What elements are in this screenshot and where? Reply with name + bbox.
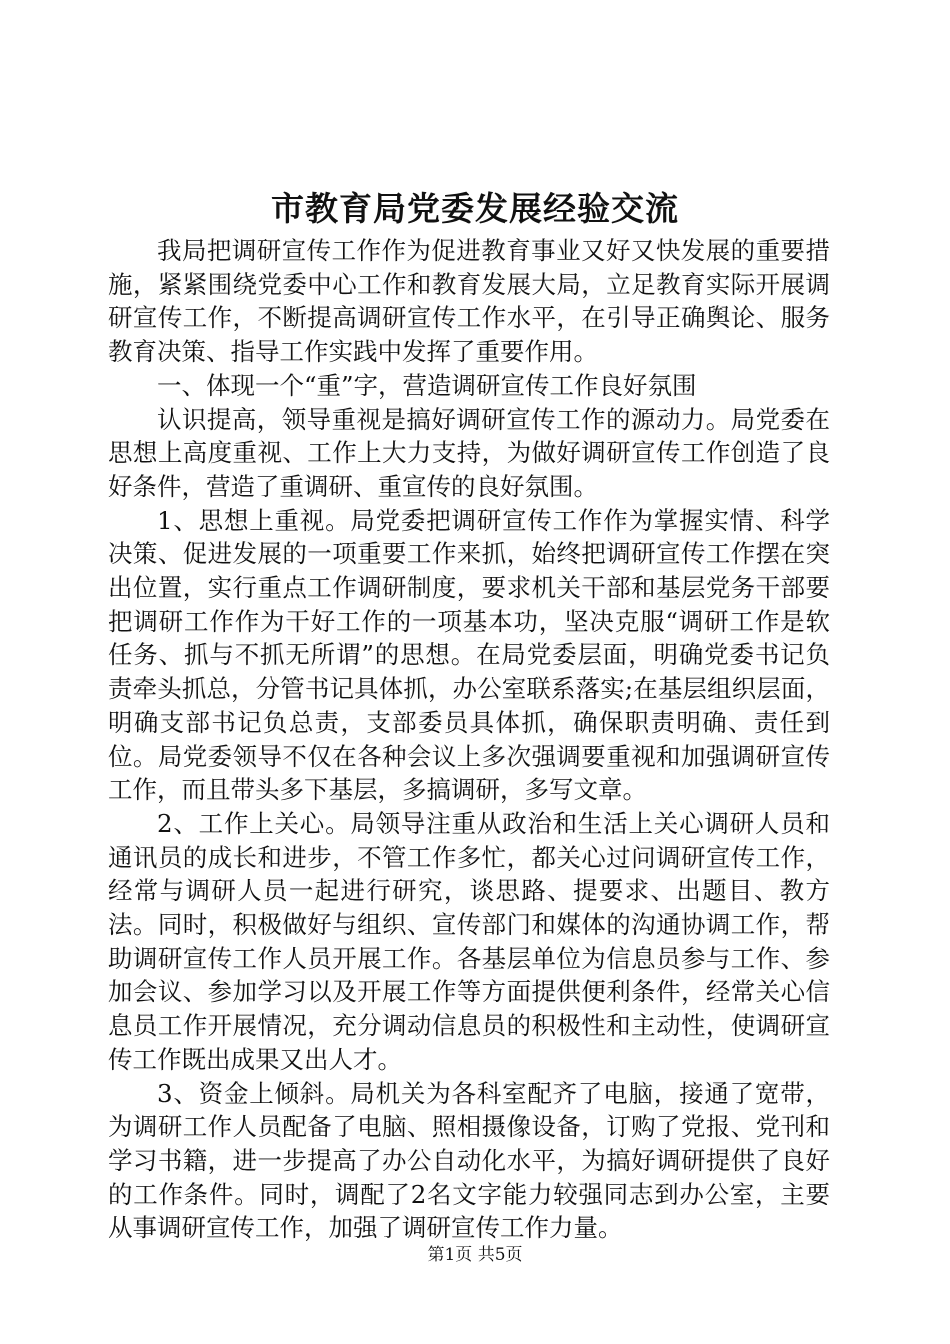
body-paragraph: 认识提高，领导重视是搞好调研宣传工作的源动力。局党委在思想上高度重视、工作上大力支持，为做好调研宣传工作创造了良好条件，营造了重调研、重宣传的良好氛围。 xyxy=(108,404,830,501)
body-paragraph: 3、资金上倾斜。局机关为各科室配齐了电脑，接通了宽带，为调研工作人员配备了电脑、照相摄像设备，订购了党报、党刊和学习书籍，进一步提高了办公自动化水平，为搞好调研提供了良好的工作条件。同时，调配了2名文字能力较强同志到办公室，主要从事调研宣传工作，加强了调研宣传工作力量。 xyxy=(108,1078,830,1243)
body-paragraph: 2、工作上关心。局领导注重从政治和生活上关心调研人员和通讯员的成长和进步，不管工作多忙，都关心过问调研宣传工作，经常与调研人员一起进行研究，谈思路、提要求、出题目、教方法。同时，积极做好与组织、宣传部门和媒体的沟通协调工作，帮助调研宣传工作人员开展工作。各基层单位为信息员参与工作、参加会议、参加学习以及开展工作等方面提供便利条件，经常关心信息员工作开展情况，充分调动信息员的积极性和主动性，使调研宣传工作既出成果又出人才。 xyxy=(108,808,830,1074)
section-heading: 一、体现一个“重”字，营造调研宣传工作良好氛围 xyxy=(157,370,697,400)
body-paragraph: 1、思想上重视。局党委把调研宣传工作作为掌握实情、科学决策、促进发展的一项重要工作来抓，始终把调研宣传工作摆在突出位置，实行重点工作调研制度，要求机关干部和基层党务干部要把调研工作作为干好工作的一项基本功，坚决克服“调研工作是软任务、抓与不抓无所谓”的思想。在局党委层面，明确党委书记负责牵头抓总，分管书记具体抓，办公室联系落实;在基层组织层面，明确支部书记负总责，支部委员具体抓，确保职责明确、责任到位。局党委领导不仅在各种会议上多次强调要重视和加强调研宣传工作，而且带头多下基层，多搞调研，多写文章。 xyxy=(108,505,830,805)
intro-paragraph: 我局把调研宣传工作作为促进教育事业又好又快发展的重要措施，紧紧围绕党委中心工作和教育发展大局，立足教育实际开展调研宣传工作，不断提高调研宣传工作水平，在引导正确舆论、服务教育决策、指导工作实践中发挥了重要作用。 xyxy=(108,236,830,367)
page-number-footer: 第1页 共5页 xyxy=(427,1245,523,1265)
document-body xyxy=(108,234,830,1245)
document-title: 市教育局党委发展经验交流 xyxy=(271,189,679,228)
